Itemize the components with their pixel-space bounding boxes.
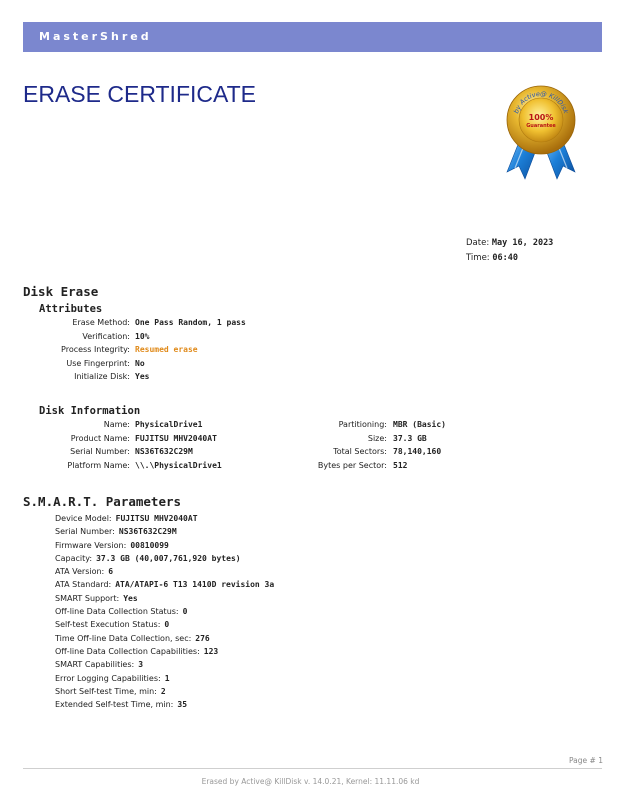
footer-text: Erased by Active@ KillDisk v. 14.0.21, Kernel: 11.11.06 kd bbox=[201, 777, 420, 786]
smart-row bbox=[55, 634, 274, 647]
smart-label: Short Self-test Time, min: bbox=[55, 686, 157, 696]
date-time-block bbox=[466, 236, 553, 266]
smart-value: 2 bbox=[160, 686, 166, 696]
smart-value: 00810099 bbox=[130, 540, 169, 550]
smart-value: 0 bbox=[164, 620, 170, 630]
smart-label: Capacity: bbox=[55, 553, 93, 563]
header-bar bbox=[23, 22, 602, 52]
smart-row bbox=[55, 541, 274, 554]
smart-value: FUJITSU MHV2040AT bbox=[115, 514, 198, 523]
smart-value: 35 bbox=[177, 700, 188, 710]
attr-value: 10% bbox=[135, 331, 150, 341]
disk-info-label: Platform Name: bbox=[67, 460, 130, 470]
smart-row bbox=[55, 700, 274, 713]
smart-value: 6 bbox=[108, 567, 114, 577]
smart-row bbox=[55, 607, 274, 620]
date-value: May 16, 2023 bbox=[491, 238, 554, 248]
smart-value: 1 bbox=[164, 673, 170, 683]
smart-row bbox=[55, 527, 274, 540]
page-number: Page # 1 bbox=[569, 756, 603, 765]
disk-info-value: 512 bbox=[393, 460, 408, 470]
smart-value: Yes bbox=[123, 593, 138, 603]
disk-info-label: Name: bbox=[103, 420, 130, 429]
attr-label: Verification: bbox=[82, 331, 130, 341]
smart-row bbox=[55, 674, 274, 687]
smart-label: Error Logging Capabilities: bbox=[55, 673, 161, 683]
process-integrity-status: Resumed erase bbox=[135, 345, 198, 354]
disk-info-row bbox=[0, 434, 621, 448]
smart-row bbox=[55, 660, 274, 673]
disk-info-label: Total Sectors: bbox=[333, 447, 387, 456]
smart-label: Serial Number: bbox=[55, 527, 115, 537]
time-value: 06:40 bbox=[492, 253, 518, 263]
disk-info-label: Bytes per Sector: bbox=[317, 460, 387, 470]
smart-label: Time Off-line Data Collection, sec: bbox=[55, 633, 192, 643]
smart-row bbox=[55, 580, 274, 593]
smart-value: ATA/ATAPI-6 T13 1410D revision 3a bbox=[115, 580, 275, 590]
smart-parameters-heading: S.M.A.R.T. Parameters bbox=[23, 494, 182, 509]
brand-name: MasterShred bbox=[39, 30, 152, 43]
smart-label: SMART Support: bbox=[55, 593, 120, 603]
attr-value: Yes bbox=[135, 372, 150, 381]
attr-row bbox=[0, 332, 621, 346]
smart-label: Firmware Version: bbox=[55, 540, 127, 550]
smart-row bbox=[55, 687, 274, 700]
smart-value: 0 bbox=[182, 607, 188, 617]
disk-info-value: FUJITSU MHV2040AT bbox=[135, 433, 217, 443]
attr-value: One Pass Random, 1 pass bbox=[135, 318, 246, 327]
time-label: Time: bbox=[466, 253, 490, 263]
smart-row bbox=[55, 620, 274, 633]
smart-value: 276 bbox=[195, 633, 210, 643]
smart-row bbox=[55, 594, 274, 607]
attr-row bbox=[0, 318, 621, 332]
smart-parameters-list bbox=[55, 514, 274, 713]
attr-row bbox=[0, 359, 621, 373]
seal-percent: 100% bbox=[528, 113, 554, 122]
smart-row bbox=[55, 647, 274, 660]
disk-info-value: \\.\PhysicalDrive1 bbox=[135, 460, 222, 470]
attr-label: Process Integrity: bbox=[61, 345, 130, 354]
disk-info-label: Serial Number: bbox=[70, 447, 130, 456]
disk-info-value: MBR (Basic) bbox=[393, 420, 446, 429]
smart-value: 37.3 GB (40,007,761,920 bytes) bbox=[96, 553, 241, 563]
attr-label: Initialize Disk: bbox=[74, 372, 130, 381]
attr-label: Use Fingerprint: bbox=[66, 358, 130, 368]
disk-info-label: Product Name: bbox=[70, 433, 130, 443]
disk-info-label: Size: bbox=[367, 433, 387, 443]
smart-label: SMART Capabilities: bbox=[55, 660, 135, 670]
smart-row bbox=[55, 554, 274, 567]
smart-label: Extended Self-test Time, min: bbox=[55, 700, 174, 710]
seal-guarantee: Guarantee bbox=[526, 123, 556, 129]
attr-value: No bbox=[135, 358, 145, 368]
disk-info-row bbox=[0, 420, 621, 434]
smart-label: Device Model: bbox=[55, 514, 112, 523]
smart-row bbox=[55, 514, 274, 527]
disk-info-row bbox=[0, 447, 621, 461]
disk-info-right-table bbox=[0, 420, 621, 474]
smart-row bbox=[55, 567, 274, 580]
disk-information-heading: Disk Information bbox=[39, 405, 141, 417]
date-label: Date: bbox=[466, 238, 490, 248]
attributes-table bbox=[0, 318, 621, 386]
disk-info-value: NS36T632C29M bbox=[135, 447, 193, 456]
attributes-heading: Attributes bbox=[39, 303, 103, 315]
attr-row bbox=[0, 345, 621, 359]
attr-label: Erase Method: bbox=[72, 318, 130, 327]
disk-info-value: 78,140,160 bbox=[393, 447, 442, 456]
smart-value: NS36T632C29M bbox=[118, 527, 177, 537]
smart-value: 123 bbox=[203, 646, 219, 656]
certificate-title: ERASE CERTIFICATE bbox=[23, 81, 257, 107]
smart-label: Off-line Data Collection Status: bbox=[55, 607, 179, 617]
seal-arc-text: by Active@ KillDisk bbox=[512, 89, 570, 115]
guarantee-seal-icon bbox=[497, 80, 585, 182]
disk-info-label: Partitioning: bbox=[338, 420, 387, 429]
disk-erase-heading: Disk Erase bbox=[23, 284, 99, 299]
footer-divider bbox=[23, 768, 602, 769]
smart-label: ATA Standard: bbox=[55, 580, 112, 590]
attr-row bbox=[0, 372, 621, 386]
smart-label: Off-line Data Collection Capabilities: bbox=[55, 646, 200, 656]
disk-info-value: PhysicalDrive1 bbox=[135, 420, 203, 429]
disk-info-row bbox=[0, 461, 621, 475]
smart-label: ATA Version: bbox=[55, 567, 105, 577]
disk-info-value: 37.3 GB bbox=[393, 433, 427, 443]
smart-value: 3 bbox=[138, 660, 144, 670]
smart-label: Self-test Execution Status: bbox=[55, 620, 161, 630]
